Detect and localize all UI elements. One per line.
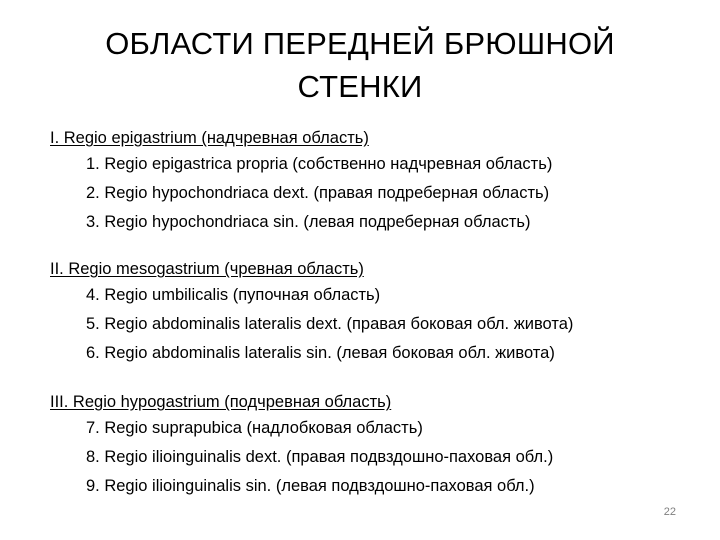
list-item: 8. Regio ilioinguinalis dext. (правая подвздошно-паховая обл.) — [86, 448, 554, 466]
list-item: 3. Regio hypochondriaca sin. (левая подреберная область) — [86, 213, 531, 231]
list-item: 4. Regio umbilicalis (пупочная область) — [86, 286, 381, 304]
section-epigastrium — [50, 126, 552, 237]
section-heading: II. Regio mesogastrium (чревная область) — [50, 260, 364, 278]
slide-title-line-1: ОБЛАСТИ ПЕРЕДНЕЙ БРЮШНОЙ — [105, 26, 615, 61]
slide-title-line-2: СТЕНКИ — [297, 69, 423, 104]
slide-title — [60, 22, 660, 108]
list-item: 5. Regio abdominalis lateralis dext. (правая боковая обл. живота) — [86, 315, 574, 333]
section-hypogastrium — [50, 390, 553, 501]
list-item: 6. Regio abdominalis lateralis sin. (левая боковая обл. живота) — [86, 344, 555, 362]
section-mesogastrium — [50, 257, 573, 368]
list-item: 7. Regio suprapubica (надлобковая область) — [86, 419, 423, 437]
section-heading: III. Regio hypogastrium (подчревная область) — [50, 393, 392, 411]
section-heading: I. Regio epigastrium (надчревная область) — [50, 129, 369, 147]
list-item: 1. Regio epigastrica propria (собственно надчревная область) — [86, 155, 553, 173]
page-number: 22 — [663, 506, 676, 518]
list-item: 2. Regio hypochondriaca dext. (правая подреберная область) — [86, 184, 550, 202]
list-item: 9. Regio ilioinguinalis sin. (левая подвздошно-паховая обл.) — [86, 477, 535, 495]
